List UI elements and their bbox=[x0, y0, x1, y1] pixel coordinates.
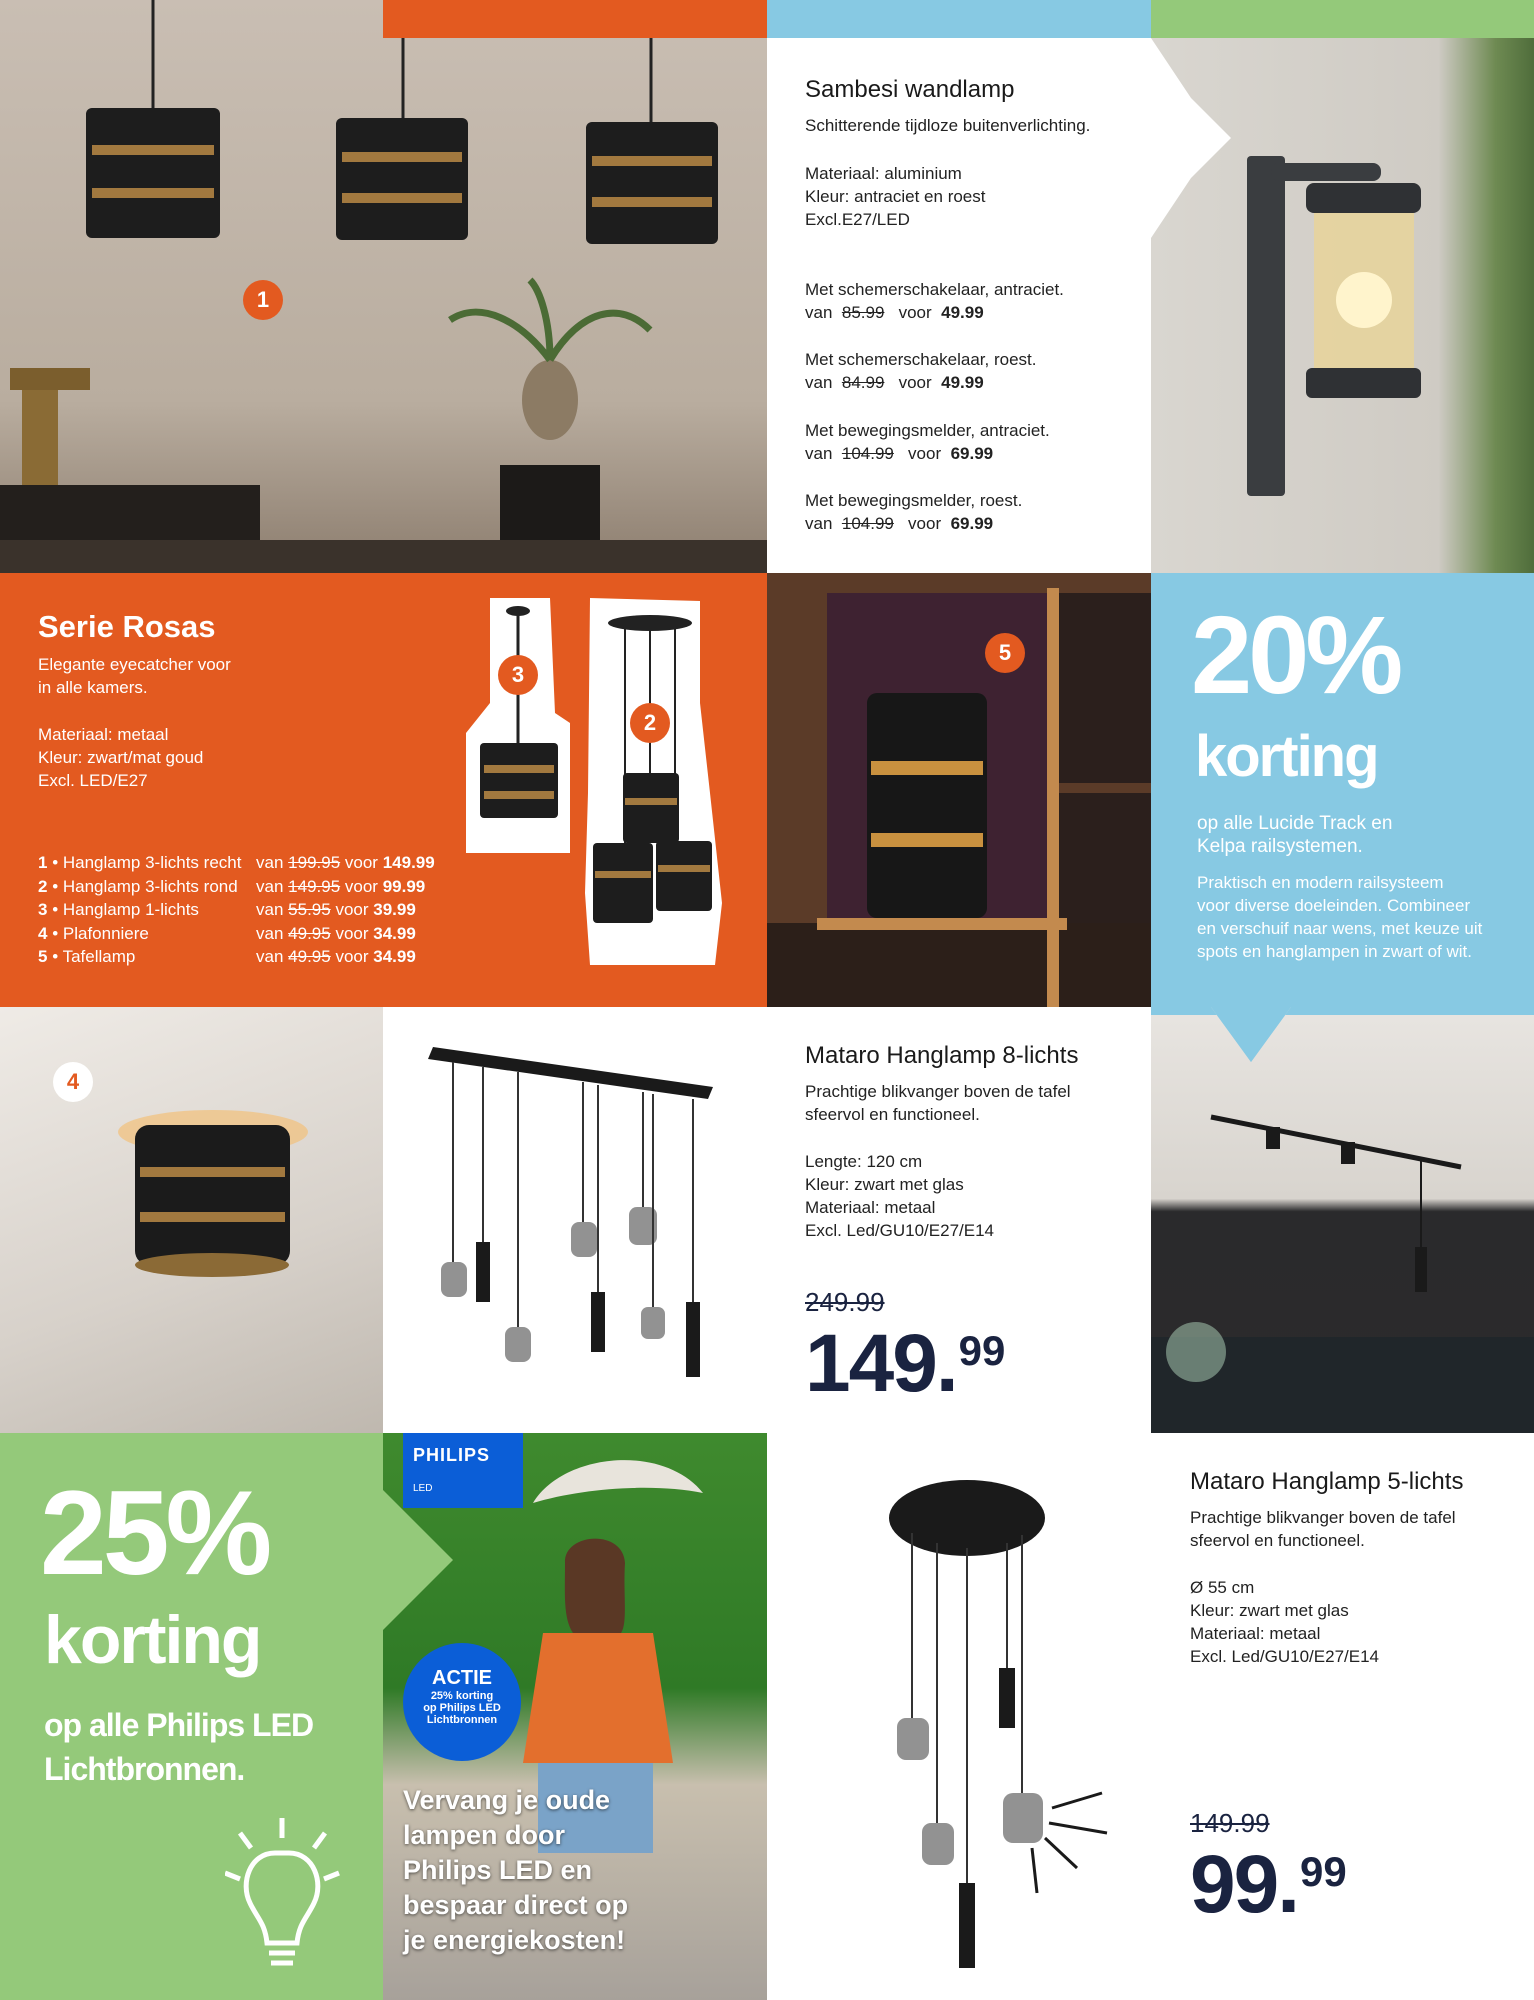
old-price: 84.99 bbox=[841, 373, 885, 392]
old-price: 49.95 bbox=[288, 923, 331, 943]
actie-line-2: op Philips LED bbox=[423, 1702, 501, 1714]
top-strip-green bbox=[1151, 0, 1534, 38]
lightbulb-icon bbox=[225, 1813, 365, 1983]
promo20-body-4: spots en hanglampen in zwart of wit. bbox=[1197, 942, 1472, 961]
old-price: 55.95 bbox=[288, 900, 331, 919]
wall-lamp-illustration bbox=[1151, 38, 1534, 573]
sambesi-spec-color: Kleur: antraciet en roest bbox=[805, 187, 986, 206]
slogan-line-4: bespaar direct op bbox=[403, 1890, 629, 1920]
voor-label: voor bbox=[335, 923, 369, 943]
promo20-line-1: op alle Lucide Track en bbox=[1197, 813, 1393, 834]
sambesi-variant-name: Met schemerschakelaar, roest. bbox=[805, 350, 1037, 369]
actie-title: ACTIE bbox=[432, 1667, 492, 1689]
rosas-price-row: 4 • Plafonniere van 49.95 voor 34.99 bbox=[38, 923, 416, 943]
promo20-percent: 20% bbox=[1191, 594, 1400, 717]
sambesi-info bbox=[767, 38, 1151, 573]
badge-5: 5 bbox=[985, 633, 1025, 673]
promo20-body-2: voor diverse doeleinden. Combineer bbox=[1197, 896, 1471, 915]
voor-label: voor bbox=[898, 303, 932, 322]
voor-label: voor bbox=[344, 853, 378, 872]
item-name: Plafonniere bbox=[62, 923, 149, 943]
old-price: 49.95 bbox=[288, 947, 331, 966]
actie-badge bbox=[403, 1643, 521, 1761]
mataro8-title: Mataro Hanglamp 8-lichts bbox=[805, 1042, 1079, 1069]
mataro5-old-price: 149.99 bbox=[1190, 1808, 1270, 1838]
item-number: 1 bbox=[38, 853, 48, 872]
promo25-line-2: Lichtbronnen. bbox=[44, 1751, 245, 1787]
actie-line-1: 25% korting bbox=[430, 1690, 494, 1702]
slogan-line-1: Vervang je oude bbox=[403, 1785, 611, 1815]
badge-3: 3 bbox=[498, 655, 538, 695]
van-label: van bbox=[256, 876, 284, 896]
mataro5-spec-color: Kleur: zwart met glas bbox=[1190, 1601, 1349, 1620]
mataro5-spec-material: Materiaal: metaal bbox=[1190, 1624, 1321, 1643]
photo-rosas-plafonniere bbox=[0, 1007, 383, 1433]
sambesi-variant bbox=[805, 489, 1022, 535]
pendant-lamps-illustration bbox=[0, 0, 767, 573]
sambesi-variant bbox=[805, 419, 1050, 465]
price-cents: 99 bbox=[1300, 1848, 1347, 1895]
mataro5-product bbox=[767, 1433, 1534, 2000]
item-name: Hanglamp 1-lichts bbox=[62, 900, 199, 919]
price-main: 99 bbox=[1190, 1839, 1278, 1930]
promo25-percent: 25% bbox=[40, 1466, 269, 1600]
philips-ad bbox=[383, 1433, 767, 2000]
mataro5-spec-diameter: Ø 55 cm bbox=[1190, 1578, 1255, 1597]
sambesi-title: Sambesi wandlamp bbox=[805, 76, 1015, 103]
sambesi-variant-name: Met bewegingsmelder, antraciet. bbox=[805, 421, 1050, 440]
van-label: van bbox=[256, 947, 284, 966]
rosas-spec-excl: Excl. LED/E27 bbox=[38, 771, 148, 790]
promo20-line-2: Kelpa railsystemen. bbox=[1197, 836, 1363, 857]
item-name: Hanglamp 3-lichts recht bbox=[62, 853, 242, 872]
sambesi-spec-excl: Excl.E27/LED bbox=[805, 210, 910, 229]
item-name: Hanglamp 3-lichts rond bbox=[62, 876, 238, 896]
photo-track-lighting bbox=[1151, 1007, 1534, 1433]
van-label: van bbox=[805, 514, 833, 533]
voor-label: voor bbox=[898, 373, 932, 392]
voor-label: voor bbox=[908, 514, 942, 533]
mataro8-spec-color: Kleur: zwart met glas bbox=[805, 1175, 964, 1194]
photo-rosas-pendants bbox=[0, 0, 767, 573]
mataro8-desc-2: sfeervol en functioneel. bbox=[805, 1105, 980, 1124]
rosas-price-row: 3 • Hanglamp 1-lichts van 55.95 voor 39.99 bbox=[38, 900, 416, 919]
philips-slogan bbox=[403, 1783, 628, 1958]
promo20-body-1: Praktisch en modern railsysteem bbox=[1197, 873, 1444, 892]
promo20-body-3: en verschuif naar wens, met keuze uit bbox=[1197, 919, 1483, 938]
old-price: 104.99 bbox=[841, 444, 894, 463]
new-price: 49.99 bbox=[941, 303, 984, 322]
mataro8-price bbox=[805, 1317, 1005, 1411]
mataro5-desc-1: Prachtige blikvanger boven de tafel bbox=[1190, 1508, 1456, 1527]
mataro8-spec-excl: Excl. Led/GU10/E27/E14 bbox=[805, 1221, 995, 1240]
mataro5-title: Mataro Hanglamp 5-lichts bbox=[1190, 1468, 1464, 1495]
rosas-title: Serie Rosas bbox=[38, 609, 216, 644]
new-price: 69.99 bbox=[950, 444, 994, 463]
rosas-price-list bbox=[38, 851, 458, 969]
rosas-price-row: 5 • Tafellamp van 49.95 voor 34.99 bbox=[38, 947, 416, 966]
van-label: van bbox=[256, 900, 284, 919]
van-label: van bbox=[256, 923, 284, 943]
price-cents: 99 bbox=[958, 1327, 1006, 1374]
philips-led: LED bbox=[413, 1483, 433, 1494]
promo20-korting: korting bbox=[1195, 724, 1378, 789]
van-label: van bbox=[805, 303, 833, 322]
voor-label: voor bbox=[335, 947, 369, 966]
van-label: van bbox=[805, 373, 833, 392]
new-price: 149.99 bbox=[382, 853, 435, 872]
new-price: 69.99 bbox=[950, 514, 994, 533]
rosas-info bbox=[0, 573, 767, 1007]
mataro8-spec-length: Lengte: 120 cm bbox=[805, 1152, 923, 1171]
van-label: van bbox=[805, 444, 833, 463]
sambesi-variant bbox=[805, 348, 1036, 394]
item-number: 3 bbox=[38, 900, 48, 919]
price-dot: . bbox=[935, 1318, 959, 1409]
price-main: 149 bbox=[805, 1318, 936, 1409]
badge-4: 4 bbox=[53, 1062, 93, 1102]
badge-2: 2 bbox=[630, 703, 670, 743]
rosas-spec-color: Kleur: zwart/mat goud bbox=[38, 748, 204, 767]
rosas-desc-2: in alle kamers. bbox=[38, 678, 148, 697]
sambesi-subtitle: Schitterende tijdloze buitenverlichting. bbox=[805, 116, 1091, 135]
sambesi-spec-material: Materiaal: aluminium bbox=[805, 164, 962, 183]
mataro5-lamp-illustration bbox=[827, 1473, 1137, 1973]
mataro5-spec-excl: Excl. Led/GU10/E27/E14 bbox=[1190, 1647, 1380, 1666]
slogan-line-5: je energiekosten! bbox=[403, 1925, 626, 1955]
mataro5-price bbox=[1190, 1838, 1347, 1932]
top-strip-blue bbox=[767, 0, 1151, 38]
rosas-price-row: 1 • Hanglamp 3-lichts recht van 199.95 voor 149.99 bbox=[38, 853, 435, 872]
track-lighting-illustration bbox=[1151, 1007, 1534, 1433]
mataro5-desc-2: sfeervol en functioneel. bbox=[1190, 1531, 1365, 1550]
sambesi-variant-name: Met schemerschakelaar, antraciet. bbox=[805, 280, 1064, 299]
old-price: 149.95 bbox=[288, 876, 341, 896]
voor-label: voor bbox=[908, 444, 942, 463]
sambesi-variant bbox=[805, 278, 1064, 324]
photo-rosas-tablelamp bbox=[767, 573, 1151, 1007]
item-number: 4 bbox=[38, 923, 48, 943]
new-price: 34.99 bbox=[373, 923, 416, 943]
rosas-desc-1: Elegante eyecatcher voor bbox=[38, 655, 231, 674]
item-name: Tafellamp bbox=[62, 947, 136, 966]
table-lamp-illustration bbox=[767, 573, 1151, 1007]
van-label: van bbox=[256, 853, 284, 872]
new-price: 99.99 bbox=[382, 876, 426, 896]
philips-brand: PHILIPS bbox=[413, 1445, 491, 1465]
promo25-line-1: op alle Philips LED bbox=[44, 1707, 314, 1743]
sambesi-variant-name: Met bewegingsmelder, roest. bbox=[805, 491, 1023, 510]
mataro8-desc-1: Prachtige blikvanger boven de tafel bbox=[805, 1082, 1071, 1101]
promo25-arrow-overlay bbox=[383, 1490, 453, 1630]
old-price: 85.99 bbox=[841, 303, 885, 322]
rosas-spec-material: Materiaal: metaal bbox=[38, 725, 169, 744]
voor-label: voor bbox=[344, 876, 378, 896]
item-number: 5 bbox=[38, 947, 48, 966]
mataro8-product bbox=[383, 1007, 1151, 1433]
rosas-price-row: 2 • Hanglamp 3-lichts rond van 149.95 voor 99.99 bbox=[38, 876, 426, 896]
mataro8-old-price: 249.99 bbox=[805, 1287, 885, 1317]
promo-25-korting bbox=[0, 1433, 383, 2000]
new-price: 49.99 bbox=[941, 373, 984, 392]
mataro8-spec-material: Materiaal: metaal bbox=[805, 1198, 936, 1217]
actie-line-3: Lichtbronnen bbox=[426, 1714, 498, 1726]
new-price: 34.99 bbox=[373, 947, 416, 966]
new-price: 39.99 bbox=[373, 900, 416, 919]
slogan-line-3: Philips LED en bbox=[403, 1855, 593, 1885]
item-number: 2 bbox=[38, 876, 48, 896]
price-dot: . bbox=[1277, 1839, 1301, 1930]
old-price: 104.99 bbox=[841, 514, 894, 533]
photo-sambesi-walllamp bbox=[1151, 38, 1534, 573]
voor-label: voor bbox=[335, 900, 369, 919]
badge-1: 1 bbox=[243, 280, 283, 320]
old-price: 199.95 bbox=[288, 853, 341, 872]
rosas-cutout-lamps bbox=[460, 593, 760, 993]
promo25-korting: korting bbox=[44, 1602, 261, 1678]
promo-20-korting bbox=[1151, 573, 1534, 1007]
mataro8-lamp-illustration bbox=[423, 1037, 723, 1397]
slogan-line-2: lampen door bbox=[403, 1820, 566, 1850]
